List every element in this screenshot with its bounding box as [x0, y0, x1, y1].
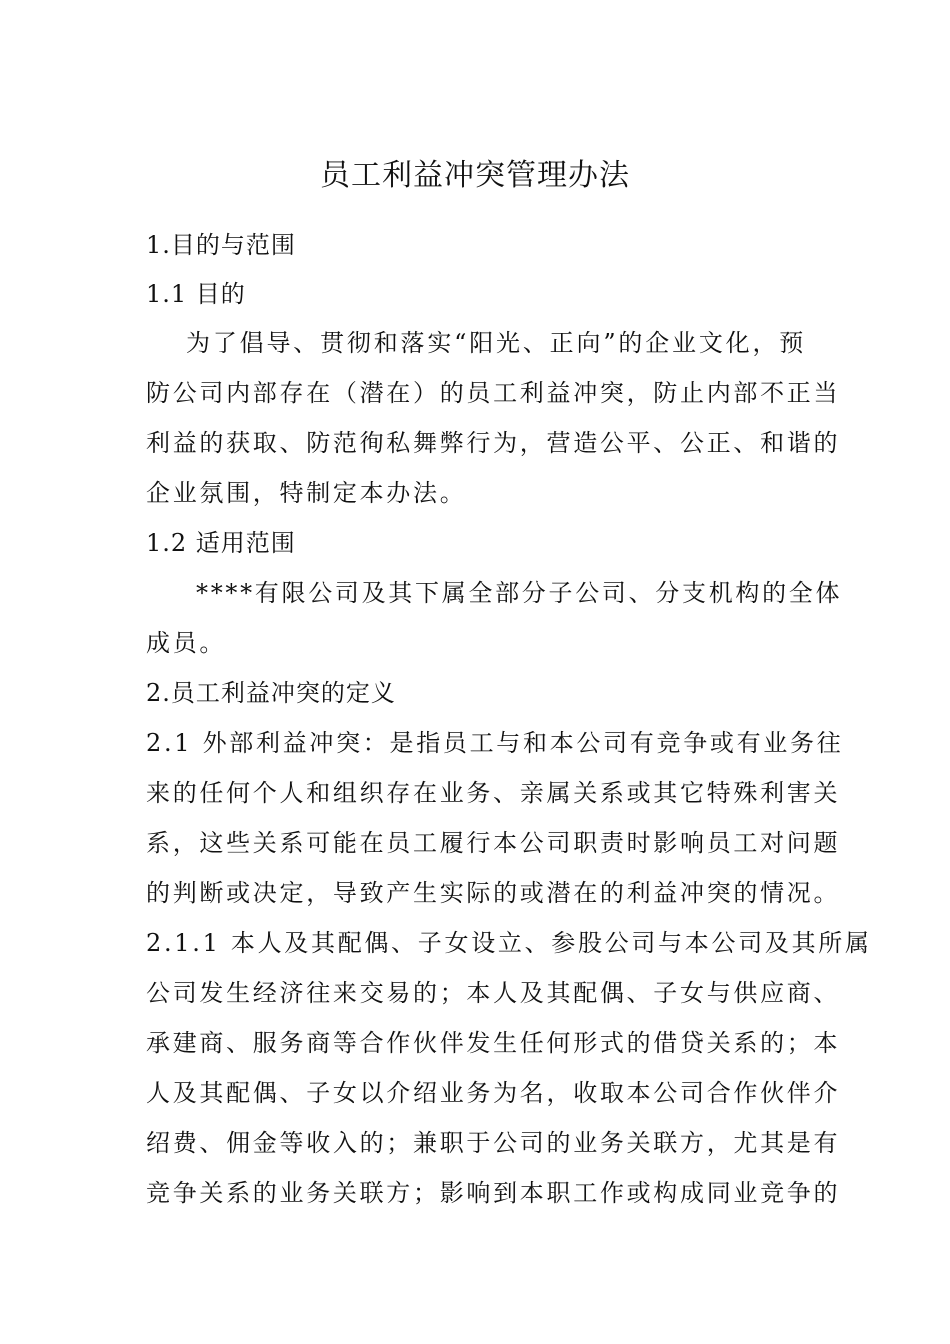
paragraph-line: ****有限公司及其下属全部分子公司、分支机构的全体 [196, 579, 843, 607]
section-2-heading: 2.员工利益冲突的定义 [146, 679, 396, 707]
paragraph-line: 绍费、佣金等收入的；兼职于公司的业务关联方，尤其是有 [146, 1129, 841, 1157]
document-title: 员工利益冲突管理办法 [320, 158, 630, 193]
paragraph-line: 成员。 [146, 629, 227, 657]
paragraph-line: 2.1.1 本人及其配偶、子女设立、参股公司与本公司及其所属 [146, 929, 872, 957]
section-1-heading: 1.目的与范围 [146, 231, 296, 259]
paragraph-line: 防公司内部存在（潜在）的员工利益冲突，防止内部不正当 [146, 379, 841, 407]
paragraph-line: 竞争关系的业务关联方；影响到本职工作或构成同业竞争的 [146, 1179, 841, 1207]
paragraph-line: 利益的获取、防范徇私舞弊行为，营造公平、公正、和谐的 [146, 429, 841, 457]
paragraph-line: 来的任何个人和组织存在业务、亲属关系或其它特殊利害关 [146, 779, 841, 807]
paragraph-line: 为了倡导、贯彻和落实“阳光、正向”的企业文化，预 [186, 329, 806, 357]
section-1-2-heading: 1.2 适用范围 [146, 529, 296, 557]
paragraph-line: 公司发生经济往来交易的；本人及其配偶、子女与供应商、 [146, 979, 841, 1007]
paragraph-line: 承建商、服务商等合作伙伴发生任何形式的借贷关系的；本 [146, 1029, 841, 1057]
paragraph-line: 系，这些关系可能在员工履行本公司职责时影响员工对问题 [146, 829, 841, 857]
section-1-1-heading: 1.1 目的 [146, 280, 246, 308]
paragraph-line: 2.1 外部利益冲突：是指员工与和本公司有竞争或有业务往 [146, 729, 844, 757]
paragraph-line: 企业氛围，特制定本办法。 [146, 479, 467, 507]
paragraph-line: 人及其配偶、子女以介绍业务为名，收取本公司合作伙伴介 [146, 1079, 841, 1107]
paragraph-line: 的判断或决定，导致产生实际的或潜在的利益冲突的情况。 [146, 879, 841, 907]
